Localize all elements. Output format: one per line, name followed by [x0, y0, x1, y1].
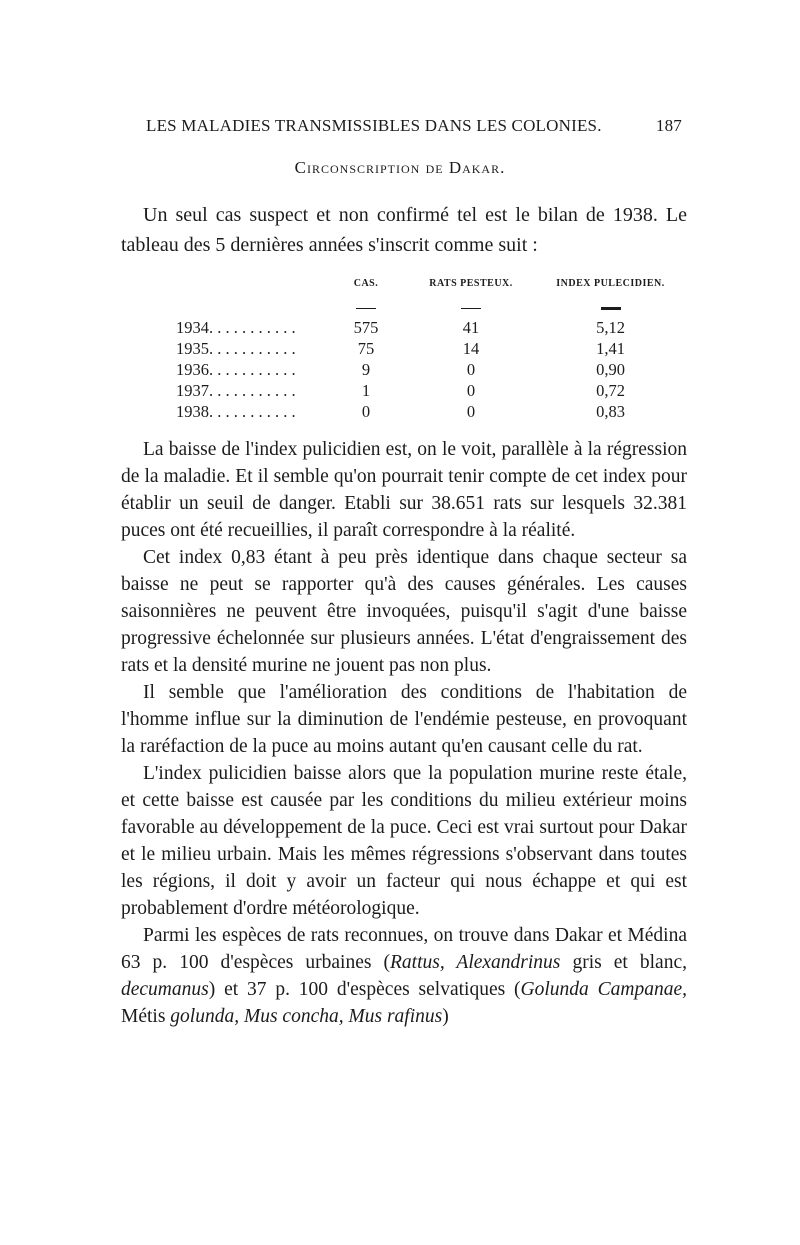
- species-italic: golunda, Mus concha, Mus rafinus: [170, 1006, 443, 1027]
- rats-cell: 0: [466, 402, 476, 421]
- index-cell: 0,90: [596, 360, 625, 379]
- table-header-index: INDEX PULECIDIEN.: [556, 277, 665, 289]
- species-italic: Rattus, Alexandrinus: [390, 952, 561, 973]
- body-text: [121, 436, 687, 1030]
- section-title-text: Circonscription de Dakar.: [294, 158, 506, 177]
- table-dash-cell: [331, 296, 401, 317]
- year-cell: 1937. . . . . . . . . . .: [176, 381, 296, 400]
- table-header-cas: CAS.: [353, 277, 379, 289]
- plague-statistics-table: [176, 276, 680, 422]
- table-dash-cell: [541, 296, 680, 317]
- table-dash-cell: [401, 296, 541, 317]
- index-cell: 5,12: [596, 318, 625, 337]
- running-title: LES MALADIES TRANSMISSIBLES DANS LES COLONIES.: [146, 116, 602, 135]
- index-cell: 0,83: [596, 402, 625, 421]
- species-text: Parmi les espèces de rats reconnues, on trouve dans Dakar et Médina 63 p. 100 d'espèces urbaines (: [121, 925, 687, 973]
- dash-rule: [356, 308, 376, 309]
- paragraph: L'index pulicidien baisse alors que la population murine reste étale, et cette baisse est causée par les conditions du milieu extérieur moins favorable au développement de la puce. Ceci est vrai surtout pour Dakar et le milieu urbain. Mais les mêmes régressions s'observant dans toutes les régions, il doit y avoir un facteur qui nous échappe et qui est probablement d'ordre météorologique.: [121, 763, 687, 919]
- species-italic: decumanus: [121, 979, 209, 1000]
- index-cell: 0,72: [596, 381, 625, 400]
- dash-rule: [461, 308, 481, 309]
- species-italic: Golunda Campanae,: [520, 979, 687, 1000]
- rats-cell: 0: [466, 360, 476, 379]
- table-dash-cell: [176, 296, 331, 317]
- table-header-row: [176, 276, 680, 296]
- table-row: [176, 338, 680, 359]
- page-number: 187: [655, 116, 682, 135]
- species-text: Métis: [121, 1006, 171, 1027]
- species-text: ): [442, 1006, 449, 1027]
- rats-cell: 0: [466, 381, 476, 400]
- table-row: [176, 401, 680, 422]
- cas-cell: 575: [353, 318, 379, 337]
- table-header-year: [176, 276, 331, 296]
- cas-cell: 0: [361, 402, 371, 421]
- year-cell: 1934. . . . . . . . . . .: [176, 318, 296, 337]
- year-cell: 1936. . . . . . . . . . .: [176, 360, 296, 379]
- paragraph-species: [121, 922, 687, 1030]
- species-text: gris et blanc,: [560, 952, 687, 973]
- index-cell: 1,41: [596, 339, 625, 358]
- table-row: [176, 317, 680, 338]
- year-cell: 1935. . . . . . . . . . .: [176, 339, 296, 358]
- cas-cell: 1: [361, 381, 371, 400]
- paragraph: Cet index 0,83 étant à peu près identique dans chaque secteur sa baisse ne peut se rapporter qu'à des causes générales. Les causes saisonnières ne peuvent être invoquées, puisqu'il s'agit d'une baisse progressive échelonnée sur plusieurs années. L'état d'engraissement des rats et la densité murine ne jouent pas non plus.: [121, 547, 687, 676]
- dash-rule: [601, 307, 621, 310]
- table-dash-row: [176, 296, 680, 317]
- paragraph: Il semble que l'amélioration des conditions de l'habitation de l'homme influe sur la diminution de l'endémie pesteuse, en provoquant la raréfaction de la puce au moins autant qu'en causant celle du rat.: [121, 682, 687, 757]
- cas-cell: 75: [357, 339, 375, 358]
- paragraph: La baisse de l'index pulicidien est, on le voit, parallèle à la régression de la maladie. Et il semble qu'on pourrait tenir compte de cet index pour établir un seuil de danger. Etabli sur 38.651 rats sur lesquels 32.381 puces ont été recueillies, il paraît correspondre à la réalité.: [121, 439, 687, 541]
- intro-paragraph: [121, 200, 687, 260]
- table-row: [176, 380, 680, 401]
- year-cell: 1938. . . . . . . . . . .: [176, 402, 296, 421]
- running-header: [146, 116, 682, 136]
- species-text: ) et 37 p. 100 d'espèces selvatiques (: [208, 979, 521, 1000]
- rats-cell: 14: [462, 339, 480, 358]
- section-title: [0, 158, 800, 178]
- table-row: [176, 359, 680, 380]
- table-header-rats: RATS PESTEUX.: [429, 277, 513, 289]
- cas-cell: 9: [361, 360, 371, 379]
- rats-cell: 41: [462, 318, 480, 337]
- intro-text: Un seul cas suspect et non confirmé tel est le bilan de 1938. Le tableau des 5 dernières années s'inscrit comme suit :: [121, 204, 687, 256]
